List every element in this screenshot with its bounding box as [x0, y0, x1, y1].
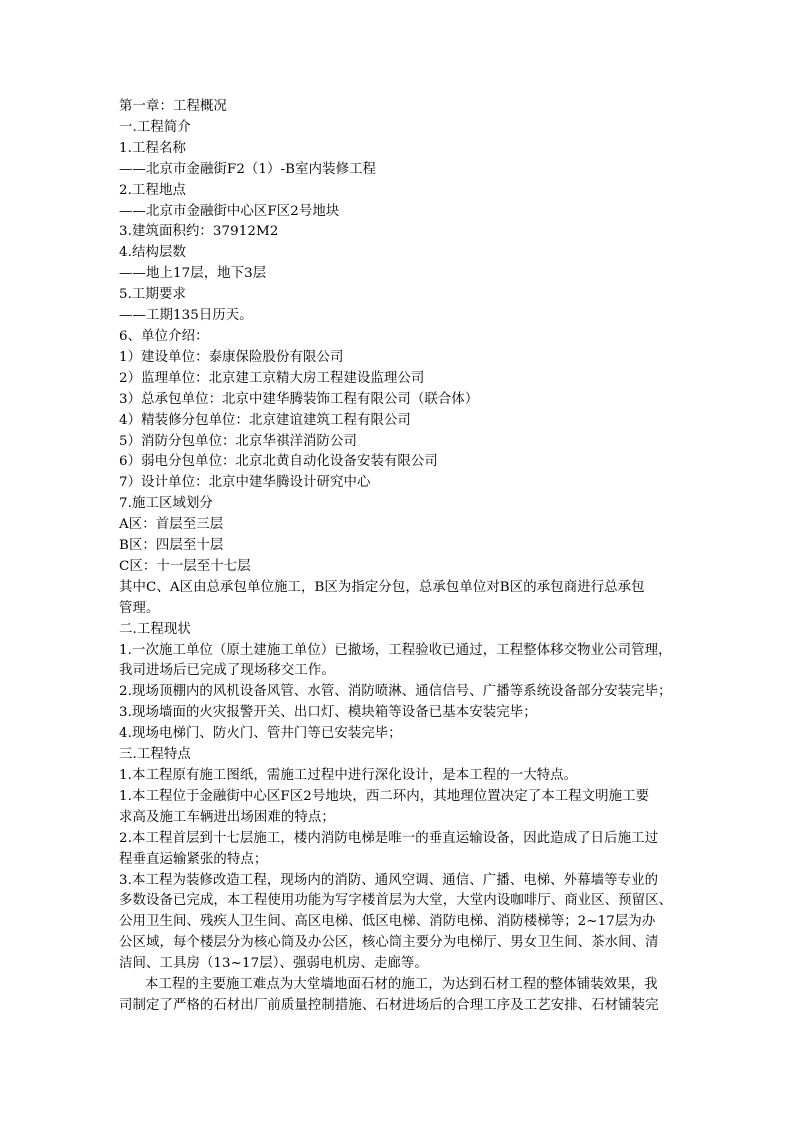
text-line: 公用卫生间、残疾人卫生间、高区电梯、低区电梯、消防电梯、消防楼梯等；2~17层为办 — [119, 914, 656, 930]
text-line: A区：首层至三层 — [119, 517, 224, 533]
text-line: 4）精装修分包单位：北京建谊建筑工程有限公司 — [119, 412, 411, 428]
text-line: 管理。 — [119, 600, 160, 616]
text-line: 7）设计单位：北京中建华腾设计研究中心 — [119, 475, 371, 491]
text-line: ——工期135日历天。 — [119, 308, 253, 324]
text-line: 3.本工程为装修改造工程，现场内的消防、通风空调、通信、广播、电梯、外幕墙等专业的 — [119, 872, 659, 888]
text-line: ——北京市金融街中心区F区2号地块 — [119, 203, 340, 219]
text-line: 3.建筑面积约：37912M2 — [119, 224, 279, 240]
text-line: 2.工程地点 — [119, 182, 186, 198]
text-line: 1）建设单位：泰康保险股份有限公司 — [119, 349, 344, 365]
text-line: 3.现场墙面的火灾报警开关、出口灯、模块箱等设备已基本安装完毕； — [119, 705, 537, 721]
section-heading: 三.工程特点 — [119, 747, 191, 763]
text-line: ——北京市金融街F2（1）-B室内装修工程 — [119, 161, 377, 177]
text-line: 5）消防分包单位：北京华祺洋消防公司 — [119, 433, 357, 449]
text-line: B区：四层至十层 — [119, 538, 224, 554]
text-line: 3）总承包单位：北京中建华腾装饰工程有限公司（联合体） — [119, 391, 479, 407]
section-heading: 一.工程简介 — [119, 119, 191, 135]
text-line: ——地上17层，地下3层 — [119, 266, 267, 282]
text-line: 程垂直运输紧张的特点； — [119, 851, 268, 867]
text-line: 1.一次施工单位（原土建施工单位）已撤场，工程验收已通过，工程整体移交物业公司管理， — [119, 642, 672, 658]
text-line: 求高及施工车辆进出场困难的特点； — [119, 809, 335, 825]
text-line: 多数设备已完成，本工程使用功能为写字楼首层为大堂，大堂内设咖啡厅、商业区、预留区、 — [119, 893, 673, 909]
text-line: 2.本工程首层到十七层施工，楼内消防电梯是唯一的垂直运输设备，因此造成了日后施工过 — [119, 830, 659, 846]
text-line: 2.现场顶棚内的风机设备风管、水管、消防喷淋、通信信号、广播等系统设备部分安装完毕； — [119, 684, 672, 700]
text-line: 2）监理单位：北京建工京精大房工程建设监理公司 — [119, 370, 425, 386]
section-heading: 二.工程现状 — [119, 621, 191, 637]
text-line: 1.本工程位于金融街中心区F区2号地块，西二环内，其地理位置决定了本工程文明施工要 — [119, 788, 650, 804]
text-line: 我司进场后已完成了现场移交工作。 — [119, 663, 335, 679]
text-line: 其中C、A区由总承包单位施工，B区为指定分包，总承包单位对B区的承包商进行总承包 — [119, 579, 645, 595]
text-line: 4.结构层数 — [119, 245, 186, 261]
text-line: 1.工程名称 — [119, 140, 186, 156]
chapter-title: 第一章：工程概况 — [119, 99, 227, 114]
text-line: 洁间、工具房（13~17层）、强弱电机房、走廊等。 — [119, 956, 428, 972]
text-line: 4.现场电梯门、防火门、管井门等已安装完毕； — [119, 726, 402, 742]
text-line: 6、单位介绍： — [119, 328, 209, 344]
text-line: 1.本工程原有施工图纸，需施工过程中进行深化设计，是本工程的一大特点。 — [119, 768, 578, 783]
text-line: C区：十一层至十七层 — [119, 558, 251, 574]
paragraph-first-line: 本工程的主要施工难点为大堂墙地面石材的施工，为达到石材工程的整体铺装效果，我 — [145, 977, 658, 993]
text-line: 5.工期要求 — [119, 287, 186, 303]
text-line: 6）弱电分包单位：北京北黄自动化设备安装有限公司 — [119, 454, 438, 470]
text-line: 司制定了严格的石材出厂前质量控制措施、石材进场后的合理工序及工艺安排、石材铺装完 — [119, 997, 659, 1013]
text-line: 公区域，每个楼层分为核心筒及办公区，核心筒主要分为电梯厅、男女卫生间、茶水间、清 — [119, 935, 659, 951]
text-line: 7.施工区域划分 — [119, 496, 213, 512]
document-body — [119, 97, 679, 1017]
